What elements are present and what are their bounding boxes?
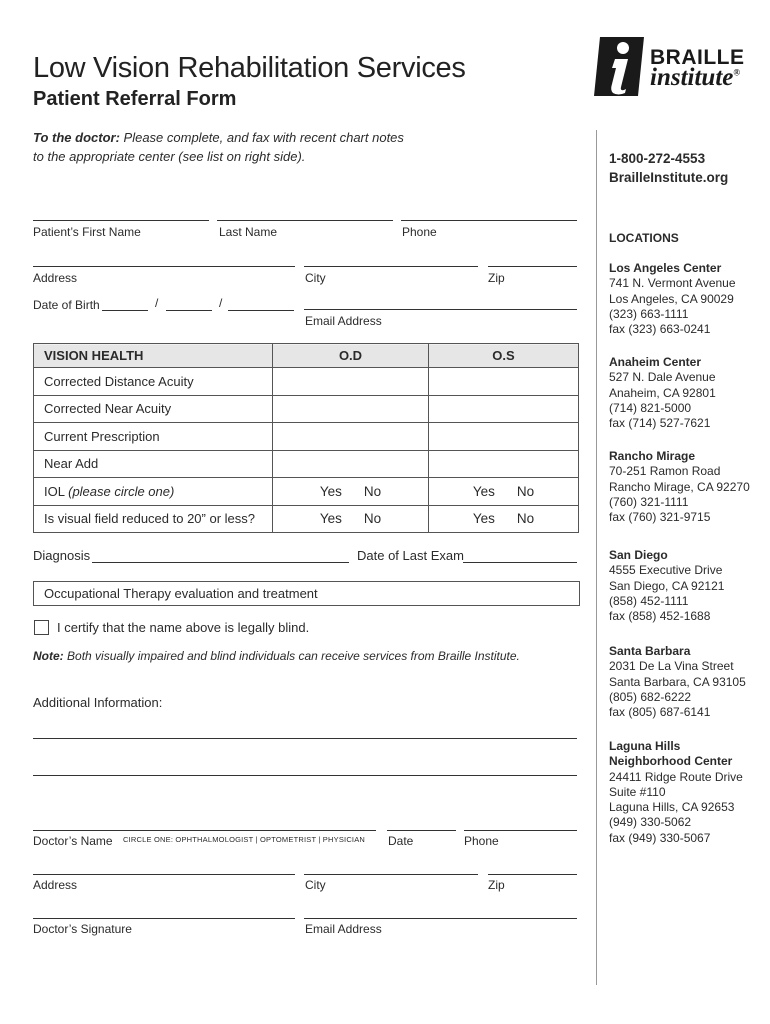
doctor-phone-field[interactable] [464,830,577,831]
address-field[interactable] [33,266,295,267]
dob-month-field[interactable] [102,310,148,311]
iol-od-cell[interactable] [273,478,429,506]
doctor-date-label: Date [388,834,414,848]
additional-info-line-2[interactable] [33,775,577,776]
instructions-line2: to the appropriate center (see list on right side). [33,149,306,164]
distance-acuity-os-cell[interactable] [429,368,579,396]
contact-phone[interactable]: 1-800-272-4553 [609,151,706,166]
location-anaheim: Anaheim Center 527 N. Dale Avenue Anaheim, CA 92801 (714) 821-5000 fax (714) 527-7621 [609,355,716,431]
visual-field-os-cell[interactable] [429,505,579,533]
row-label: Near Add [34,450,273,478]
location-rancho-mirage: Rancho Mirage 70-251 Ramon Road Rancho Mirage, CA 92270 (760) 321-1111 fax (760) 321-9715 [609,449,750,525]
location-laguna-hills: Laguna Hills Neighborhood Center 24411 Ridge Route Drive Suite #110 Laguna Hills, CA 92653 (949) 330-5062 fax (949) 330-5067 [609,739,743,845]
doctor-signature-field[interactable] [33,918,295,919]
near-add-os-cell[interactable] [429,450,579,478]
email-label: Email Address [305,314,382,328]
city-field[interactable] [304,266,478,267]
zip-label: Zip [488,271,505,285]
note-text: Note: Both visually impaired and blind individuals can receive services from Braille Institute. [33,649,520,663]
vision-health-header: VISION HEALTH [34,344,273,368]
phone-label: Phone [402,225,437,239]
braille-institute-logo-icon [594,37,644,96]
distance-acuity-od-cell[interactable] [273,368,429,396]
additional-info-line-1[interactable] [33,738,577,739]
doctor-date-field[interactable] [387,830,456,831]
no-option[interactable]: No [516,511,535,527]
no-option[interactable]: No [363,511,382,527]
prescription-os-cell[interactable] [429,423,579,451]
doctor-email-field[interactable] [304,918,577,919]
yes-option[interactable]: Yes [319,511,342,527]
additional-info-label: Additional Information: [33,695,163,710]
ot-evaluation-label: Occupational Therapy evaluation and treatment [44,586,318,601]
doctor-zip-field[interactable] [488,874,577,875]
diagnosis-field[interactable] [92,562,349,563]
visual-field-row-label: Is visual field reduced to 20” or less? [34,505,273,533]
yes-option[interactable]: Yes [472,511,495,527]
od-header: O.D [273,344,429,368]
form-title: Low Vision Rehabilitation Services [33,52,466,84]
location-santa-barbara: Santa Barbara 2031 De La Vina Street Santa Barbara, CA 93105 (805) 682-6222 fax (805) 687-6141 [609,644,746,720]
row-label: Current Prescription [34,423,273,451]
near-acuity-od-cell[interactable] [273,395,429,423]
doctor-signature-label: Doctor’s Signature [33,922,132,936]
instructions-lead: To the doctor: [33,130,120,145]
last-exam-field[interactable] [463,562,577,563]
doctor-type-options[interactable]: CIRCLE ONE: OPHTHALMOLOGIST | OPTOMETRIST | PHYSICIAN [123,835,366,844]
legally-blind-checkbox[interactable] [34,620,49,635]
dob-separator-1: / [155,296,159,310]
logo-institute-text: institute® [650,64,741,91]
first-name-label: Patient’s First Name [33,225,141,239]
last-name-label: Last Name [219,225,278,239]
no-option[interactable]: No [516,483,535,499]
doctor-city-field[interactable] [304,874,478,875]
location-los-angeles: Los Angeles Center 741 N. Vermont Avenue Los Angeles, CA 90029 (323) 663-1111 fax (323) 663-0241 [609,261,736,337]
near-acuity-os-cell[interactable] [429,395,579,423]
doctor-address-field[interactable] [33,874,295,875]
doctor-name-label: Doctor’s Name [33,834,113,848]
location-san-diego: San Diego 4555 Executive Drive San Diego, CA 92121 (858) 452-1111 fax (858) 452-1688 [609,548,725,624]
doctor-phone-label: Phone [464,834,499,848]
dob-separator-2: / [219,296,223,310]
os-header: O.S [429,344,579,368]
email-field[interactable] [304,309,577,310]
doctor-email-label: Email Address [305,922,382,936]
yes-option[interactable]: Yes [472,483,495,499]
first-name-field[interactable] [33,220,209,221]
logo-braille-text: BRAILLE [650,46,745,69]
doctor-name-field[interactable] [33,830,376,831]
yes-option[interactable]: Yes [319,483,342,499]
dob-day-field[interactable] [166,310,212,311]
contact-website[interactable]: BrailleInstitute.org [609,170,729,185]
row-label: Corrected Distance Acuity [34,368,273,396]
doctor-zip-label: Zip [488,878,505,892]
phone-field[interactable] [401,220,577,221]
zip-field[interactable] [488,266,577,267]
city-label: City [305,271,326,285]
certify-label: I certify that the name above is legally blind. [57,620,310,635]
last-name-field[interactable] [217,220,393,221]
doctor-address-label: Address [33,878,78,892]
visual-field-od-cell[interactable] [273,505,429,533]
iol-os-cell[interactable] [429,478,579,506]
no-option[interactable]: No [363,483,382,499]
column-divider [596,130,597,985]
row-label: Corrected Near Acuity [34,395,273,423]
instructions-line1: To the doctor: Please complete, and fax with recent chart notes [33,130,404,145]
dob-label: Date of Birth [33,298,100,312]
near-add-od-cell[interactable] [273,450,429,478]
last-exam-label: Date of Last Exam [357,548,464,563]
ot-evaluation-box[interactable] [33,581,580,606]
vision-health-table [33,343,579,533]
locations-title: LOCATIONS [609,231,679,245]
prescription-od-cell[interactable] [273,423,429,451]
dob-year-field[interactable] [228,310,294,311]
address-label: Address [33,271,78,285]
form-subtitle: Patient Referral Form [33,88,237,110]
doctor-city-label: City [305,878,326,892]
diagnosis-label: Diagnosis [33,548,91,563]
iol-row-label: IOL (please circle one) [34,478,273,506]
